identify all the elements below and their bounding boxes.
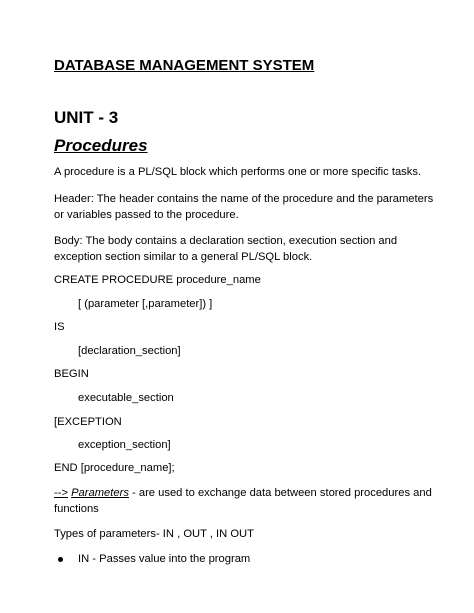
code-exception-section: exception_section]	[78, 439, 171, 451]
code-exception: [EXCEPTION	[54, 416, 122, 428]
parameters-description: - are used to exchange data between stored procedures and	[128, 487, 432, 499]
section-heading: Procedures	[54, 136, 148, 155]
code-begin: BEGIN	[54, 368, 89, 380]
body-paragraph-line-2: exception section similar to a general PL/SQL block.	[54, 251, 313, 263]
unit-heading: UNIT - 3	[54, 108, 119, 127]
parameters-note-line-1	[54, 486, 432, 501]
code-declaration-section: [declaration_section]	[78, 345, 181, 357]
bullet-icon	[58, 557, 63, 562]
code-end: END [procedure_name];	[54, 462, 175, 474]
code-create-procedure: CREATE PROCEDURE procedure_name	[54, 274, 261, 286]
parameters-term: Parameters	[71, 487, 129, 499]
code-executable-section: executable_section	[78, 392, 174, 404]
list-item: IN - Passes value into the program	[78, 553, 251, 565]
code-parameters: [ (parameter [,parameter]) ]	[78, 298, 213, 310]
document-title: DATABASE MANAGEMENT SYSTEM	[54, 57, 315, 74]
body-paragraph-line-1: Body: The body contains a declaration section, execution section and	[54, 235, 398, 247]
parameter-types-line: Types of parameters- IN , OUT , IN OUT	[54, 528, 254, 540]
header-paragraph-line-2: or variables passed to the procedure.	[54, 209, 239, 221]
header-paragraph-line-1: Header: The header contains the name of the procedure and the parameters	[54, 193, 434, 205]
code-is: IS	[54, 321, 65, 333]
intro-paragraph: A procedure is a PL/SQL block which performs one or more specific tasks.	[54, 166, 422, 178]
parameters-note-line-2: functions	[54, 503, 99, 515]
parameters-arrow: -->	[54, 487, 68, 499]
